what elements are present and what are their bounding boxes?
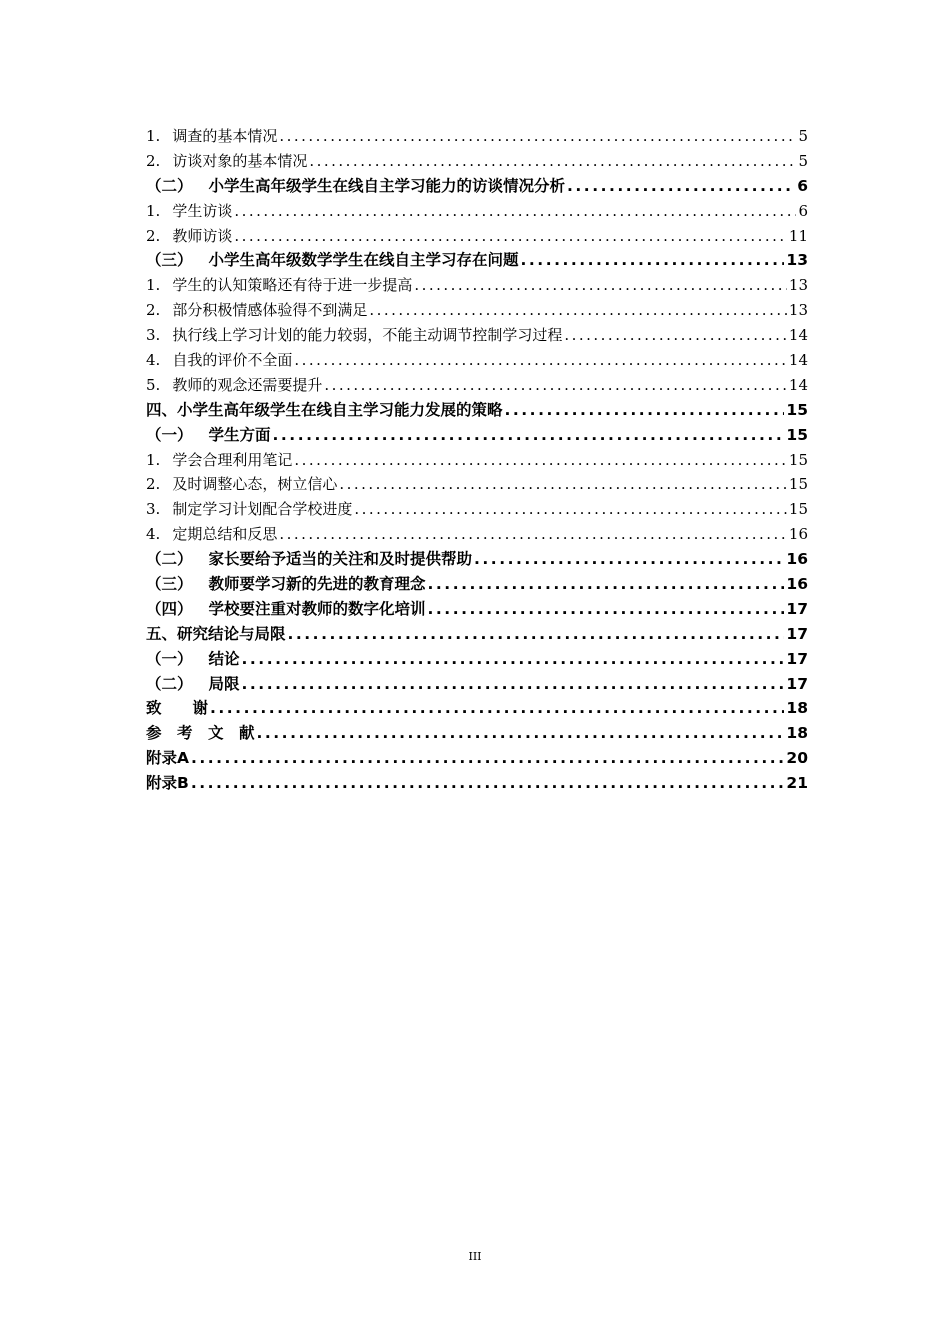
toc-entry-page: 15 <box>788 450 808 469</box>
toc-entry-title: 学会合理利用笔记 <box>172 450 293 469</box>
toc-entry-title: 学校要注重对教师的数字化培训 <box>208 599 426 618</box>
toc-entry-number: 2. <box>146 301 161 320</box>
toc-entry-title: 部分积极情感体验得不到满足 <box>172 301 368 320</box>
toc-entry-title: 学生访谈 <box>172 201 233 220</box>
toc-entry-number: 3. <box>146 500 161 519</box>
toc-entry[interactable] <box>146 597 808 622</box>
toc-entry-title: 制定学习计划配合学校进度 <box>172 500 353 519</box>
toc-entry-title: 结论 <box>208 649 240 668</box>
toc-entry[interactable] <box>146 746 808 771</box>
toc-dot-leader <box>210 696 784 721</box>
toc-entry[interactable] <box>146 348 808 373</box>
toc-entry[interactable] <box>146 622 808 647</box>
toc-dot-leader <box>279 522 787 547</box>
toc-entry-number: 4. <box>146 525 161 544</box>
toc-entry[interactable] <box>146 547 808 572</box>
toc-dot-leader <box>257 721 785 746</box>
toc-entry-page: 13 <box>788 301 808 320</box>
toc-entry-number: 1. <box>146 276 161 295</box>
toc-entry-page: 5 <box>798 127 808 145</box>
toc-entry-number: （二） <box>146 674 193 693</box>
toc-entry-title: 教师要学习新的先进的教育理念 <box>208 575 426 594</box>
toc-entry-title: 四、小学生高年级学生在线自主学习能力发展的策略 <box>146 400 503 419</box>
toc-dot-leader <box>354 497 787 522</box>
toc-entry[interactable] <box>146 522 808 547</box>
toc-entry-title: 家长要给予适当的关注和及时提供帮助 <box>208 550 473 569</box>
toc-dot-leader <box>234 224 787 249</box>
toc-entry-page: 16 <box>786 550 808 569</box>
toc-entry-page: 18 <box>786 699 808 718</box>
toc-entry-title: 附录A <box>146 749 189 768</box>
toc-dot-leader <box>567 174 795 199</box>
toc-entry-title: 及时调整心态，树立信心 <box>172 475 338 494</box>
toc-entry-title: 小学生高年级学生在线自主学习能力的访谈情况分析 <box>208 176 566 195</box>
toc-entry-number: 5. <box>146 375 161 394</box>
toc-entry[interactable] <box>146 572 808 597</box>
toc-entry-page: 16 <box>788 525 808 544</box>
toc-entry-page: 15 <box>788 500 808 519</box>
toc-entry[interactable] <box>146 149 808 174</box>
toc-entry-title: 学生的认知策略还有待于进一步提高 <box>172 276 413 295</box>
toc-entry-number: （一） <box>146 425 193 444</box>
toc-entry-page: 6 <box>798 201 808 220</box>
toc-dot-leader <box>294 348 787 373</box>
toc-entry[interactable] <box>146 273 808 298</box>
toc-entry-title: 访谈对象的基本情况 <box>172 151 308 170</box>
toc-entry-number: 2. <box>146 151 161 170</box>
toc-dot-leader <box>369 298 787 323</box>
toc-entry-title: 参 考 文 献 <box>146 724 255 743</box>
toc-entry-page: 14 <box>788 326 808 345</box>
toc-entry-title: 定期总结和反思 <box>172 525 278 544</box>
toc-dot-leader <box>324 373 787 398</box>
toc-entry[interactable] <box>146 497 808 522</box>
toc-entry-number: 1. <box>146 450 161 469</box>
toc-entry-page: 17 <box>786 599 808 618</box>
toc-entry[interactable] <box>146 124 808 149</box>
toc-entry-number: （三） <box>146 575 193 594</box>
toc-entry-title: 自我的评价不全面 <box>172 351 293 370</box>
toc-dot-leader <box>428 597 785 622</box>
toc-entry-page: 14 <box>788 375 808 394</box>
toc-entry[interactable] <box>146 323 808 348</box>
toc-dot-leader <box>428 572 785 597</box>
toc-entry-page: 6 <box>797 176 808 195</box>
toc-entry-page: 18 <box>786 724 808 743</box>
toc-entry-page: 21 <box>786 774 808 793</box>
toc-entry-number: 3. <box>146 326 161 345</box>
toc-dot-leader <box>564 323 787 348</box>
toc-entry[interactable] <box>146 224 808 249</box>
toc-entry-page: 5 <box>798 151 808 170</box>
toc-entry[interactable] <box>146 771 808 796</box>
toc-entry-page: 17 <box>786 649 808 668</box>
toc-dot-leader <box>279 124 796 149</box>
toc-dot-leader <box>474 547 784 572</box>
toc-dot-leader <box>242 647 785 672</box>
toc-entry-number: （四） <box>146 599 193 618</box>
toc-entry-title: 附录B <box>146 774 189 793</box>
page-number: III <box>468 1250 482 1263</box>
toc-entry-page: 14 <box>788 351 808 370</box>
toc-dot-leader <box>339 472 787 497</box>
toc-entry-page: 17 <box>786 674 808 693</box>
toc-entry[interactable] <box>146 298 808 323</box>
toc-entry[interactable] <box>146 174 808 199</box>
toc-entry-number: 1. <box>146 127 161 145</box>
toc-entry[interactable] <box>146 721 808 746</box>
toc-entry-number: （一） <box>146 649 193 668</box>
toc-entry[interactable] <box>146 398 808 423</box>
toc-entry-page: 13 <box>788 276 808 295</box>
toc-entry-number: 1. <box>146 201 161 220</box>
toc-dot-leader <box>234 199 796 224</box>
toc-entry-title: 小学生高年级数学学生在线自主学习存在问题 <box>208 251 519 270</box>
toc-dot-leader <box>414 273 787 298</box>
toc-entry[interactable] <box>146 472 808 497</box>
toc-entry[interactable] <box>146 696 808 721</box>
toc-entry-page: 17 <box>786 624 808 643</box>
toc-entry-number: 4. <box>146 351 161 370</box>
table-of-contents <box>146 124 808 796</box>
toc-dot-leader <box>273 423 785 448</box>
toc-dot-leader <box>505 398 785 423</box>
toc-entry-page: 20 <box>786 749 808 768</box>
toc-entry-number: （二） <box>146 550 193 569</box>
toc-entry[interactable] <box>146 199 808 224</box>
toc-dot-leader <box>521 248 785 273</box>
toc-entry-title: 学生方面 <box>208 425 271 444</box>
toc-entry-page: 15 <box>788 475 808 494</box>
toc-entry-number: 2. <box>146 475 161 494</box>
toc-dot-leader <box>191 771 785 796</box>
toc-entry-page: 16 <box>786 575 808 594</box>
toc-dot-leader <box>288 622 785 647</box>
toc-entry[interactable] <box>146 373 808 398</box>
toc-entry-number: （三） <box>146 251 193 270</box>
toc-entry[interactable] <box>146 248 808 273</box>
toc-entry-number: 2. <box>146 226 161 245</box>
toc-entry-title: 教师的观念还需要提升 <box>172 375 323 394</box>
toc-dot-leader <box>294 448 787 473</box>
toc-entry-page: 15 <box>786 425 808 444</box>
toc-entry-page: 13 <box>786 251 808 270</box>
toc-entry-title: 教师访谈 <box>172 226 233 245</box>
toc-entry-title: 执行线上学习计划的能力较弱，不能主动调节控制学习过程 <box>172 326 563 345</box>
toc-dot-leader <box>191 746 784 771</box>
toc-entry[interactable] <box>146 423 808 448</box>
toc-entry[interactable] <box>146 448 808 473</box>
toc-entry-number: （二） <box>146 176 193 195</box>
toc-entry-title: 调查的基本情况 <box>172 127 278 145</box>
toc-entry-title: 致 谢 <box>146 699 209 718</box>
toc-dot-leader <box>309 149 796 174</box>
toc-entry[interactable] <box>146 647 808 672</box>
toc-entry-title: 局限 <box>208 674 240 693</box>
toc-entry[interactable] <box>146 672 808 697</box>
toc-entry-page: 15 <box>786 400 808 419</box>
toc-dot-leader <box>242 672 785 697</box>
toc-entry-title: 五、研究结论与局限 <box>146 624 286 643</box>
toc-entry-page: 11 <box>788 226 808 245</box>
